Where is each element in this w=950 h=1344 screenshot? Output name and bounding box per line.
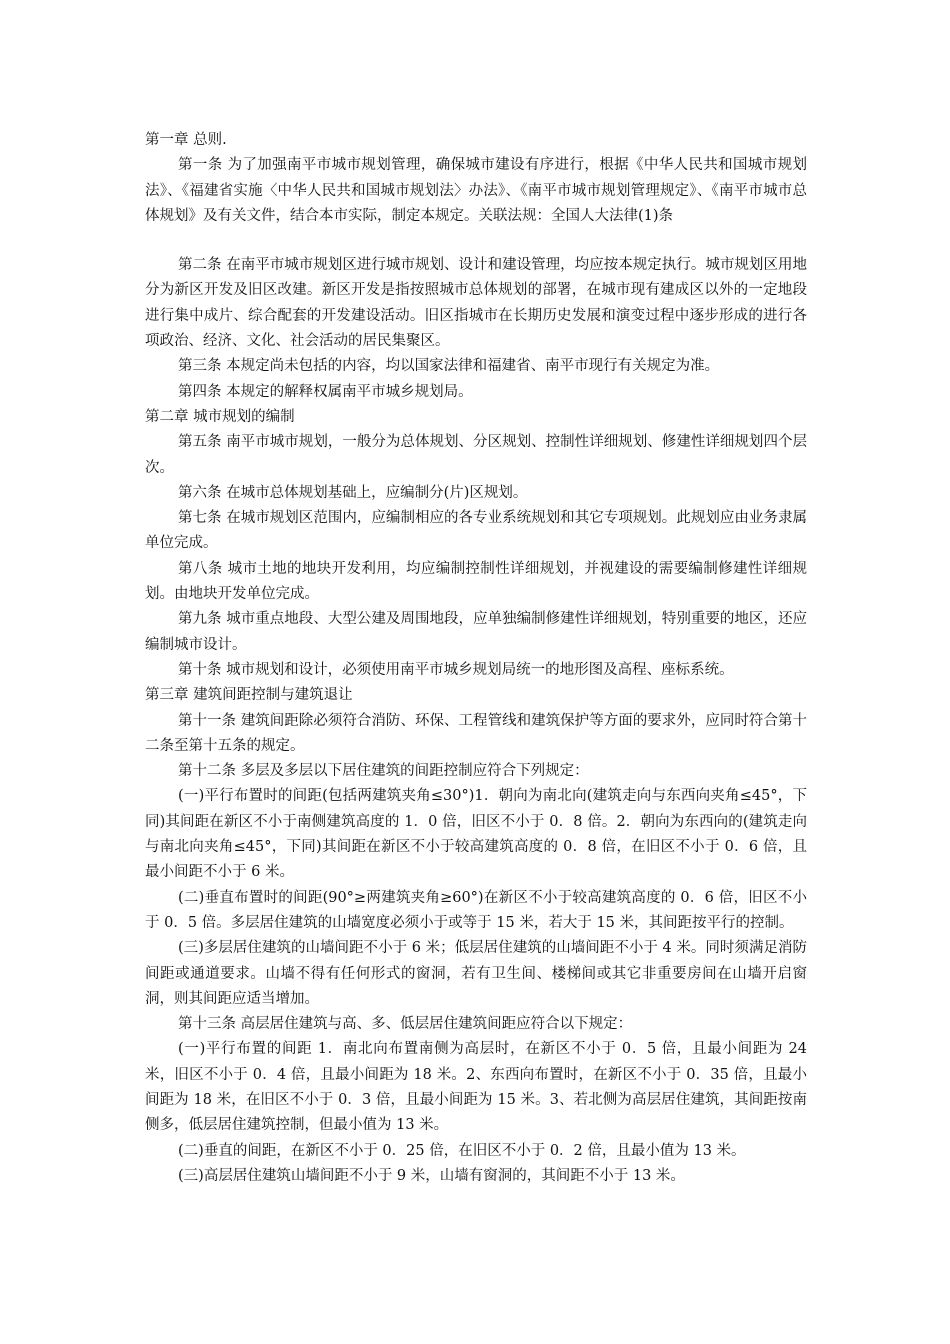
blank-line (145, 229, 807, 253)
chapter-heading: 第三章 建筑间距控制与建筑退让 (145, 687, 353, 704)
chapter-heading: 第二章 城市规划的编制 (145, 408, 295, 425)
article-paragraph: 第十条 城市规划和设计，必须使用南平市城乡规划局统一的地形图及高程、座标系统。 (178, 661, 734, 678)
article-paragraph: 第三条 本规定尚未包括的内容，均以国家法律和福建省、南平市现行有关规定为准。 (178, 358, 720, 375)
article-paragraph: 第六条 在城市总体规划基础上，应编制分(片)区规划。 (178, 484, 528, 501)
clause-paragraph: (二)垂直的间距，在新区不小于 0．25 倍，在旧区不小于 0．2 倍，且最小值为 13 米。 (178, 1142, 746, 1159)
clause-paragraph: (二)垂直布置时的间距(90°≥两建筑夹角≥60°)在新区不小于较高建筑高度的 0．6 倍，旧区不小于 0．5 倍。多层居住建筑的山墙宽度必须小于或等于 15 米，若大于 15 米，其间距按平行的控制。 (145, 889, 807, 931)
clause-paragraph: (一)平行布置时的间距(包括两建筑夹角≤30°)1．朝向为南北向(建筑走向与东西向夹角≤45°，下同)其间距在新区不小于南侧建筑高度的 1．0 倍，旧区不小于 0．8 倍。2．朝向为东西向的(建筑走向与南北向夹角≤45°，下同)其间距在新区不小于较高建筑高度的 0．8 倍，在旧区不小于 0．6 倍，且最小间距不小于 6 米。 (145, 788, 807, 881)
article-paragraph: 第七条 在城市规划区范围内，应编制相应的各专业系统规划和其它专项规划。此规划应由业务隶属单位完成。 (145, 510, 807, 552)
document-page (145, 128, 807, 1189)
chapter-heading: 第一章 总则. (145, 132, 227, 148)
article-paragraph: 第五条 南平市城市规划，一般分为总体规划、分区规划、控制性详细规划、修建性详细规划四个层次。 (145, 434, 807, 476)
article-paragraph: 第一条 为了加强南平市城市规划管理，确保城市建设有序进行，根据《中华人民共和国城市规划法》、《福建省实施〈中华人民共和国城市规划法〉办法》、《南平市城市规划管理规定》、《南平市城市总体规划》及有关文件，结合本市实际，制定本规定。关联法规：全国人大法律(1)条 (145, 157, 807, 224)
article-paragraph: 第八条 城市土地的地块开发利用，均应编制控制性详细规划，并视建设的需要编制修建性详细规划。由地块开发单位完成。 (145, 560, 807, 603)
article-paragraph: 第四条 本规定的解释权属南平市城乡规划局。 (178, 383, 473, 400)
clause-paragraph: (三)高层居住建筑山墙间距不小于 9 米，山墙有窗洞的，其间距不小于 13 米。 (178, 1167, 685, 1184)
article-paragraph: 第十一条 建筑间距除必须符合消防、环保、工程管线和建筑保护等方面的要求外，应同时符合第十二条至第十五条的规定。 (145, 712, 807, 754)
clause-paragraph: (一)平行布置的间距 1．南北向布置南侧为高层时，在新区不小于 0．5 倍，且最小间距为 24 米，旧区不小于 0．4 倍，且最小间距为 18 米。2、东西向布置时，在新区不小于 0．35 倍，且最小间距为 18 米，在旧区不小于 0．3 倍，且最小间距为 15 米。3、若北侧为高层居住建筑，其间距按南侧多，低层居住建筑控制，但最小值为 13 米。 (145, 1041, 807, 1134)
article-paragraph: 第九条 城市重点地段、大型公建及周围地段，应单独编制修建性详细规划，特别重要的地区，还应编制城市设计。 (145, 611, 807, 653)
clause-paragraph: (三)多层居住建筑的山墙间距不小于 6 米；低层居住建筑的山墙间距不小于 4 米。同时须满足消防间距或通道要求。山墙不得有任何形式的窗洞，若有卫生间、楼梯间或其它非重要房间在山墙开启窗洞，则其间距应适当增加。 (145, 940, 807, 1007)
article-paragraph: 第十三条 高层居住建筑与高、多、低层居住建筑间距应符合以下规定： (178, 1016, 633, 1033)
article-paragraph: 第十二条 多层及多层以下居住建筑的间距控制应符合下列规定： (178, 763, 589, 780)
article-paragraph: 第二条 在南平市城市规划区进行城市规划、设计和建设管理，均应按本规定执行。城市规划区用地分为新区开发及旧区改建。新区开发是指按照城市总体规划的部署，在城市现有建成区以外的一定地段进行集中成片、综合配套的开发建设活动。旧区指城市在长期历史发展和演变过程中逐步形成的进行各项政治、经济、文化、社会活动的居民集聚区。 (145, 257, 807, 350)
